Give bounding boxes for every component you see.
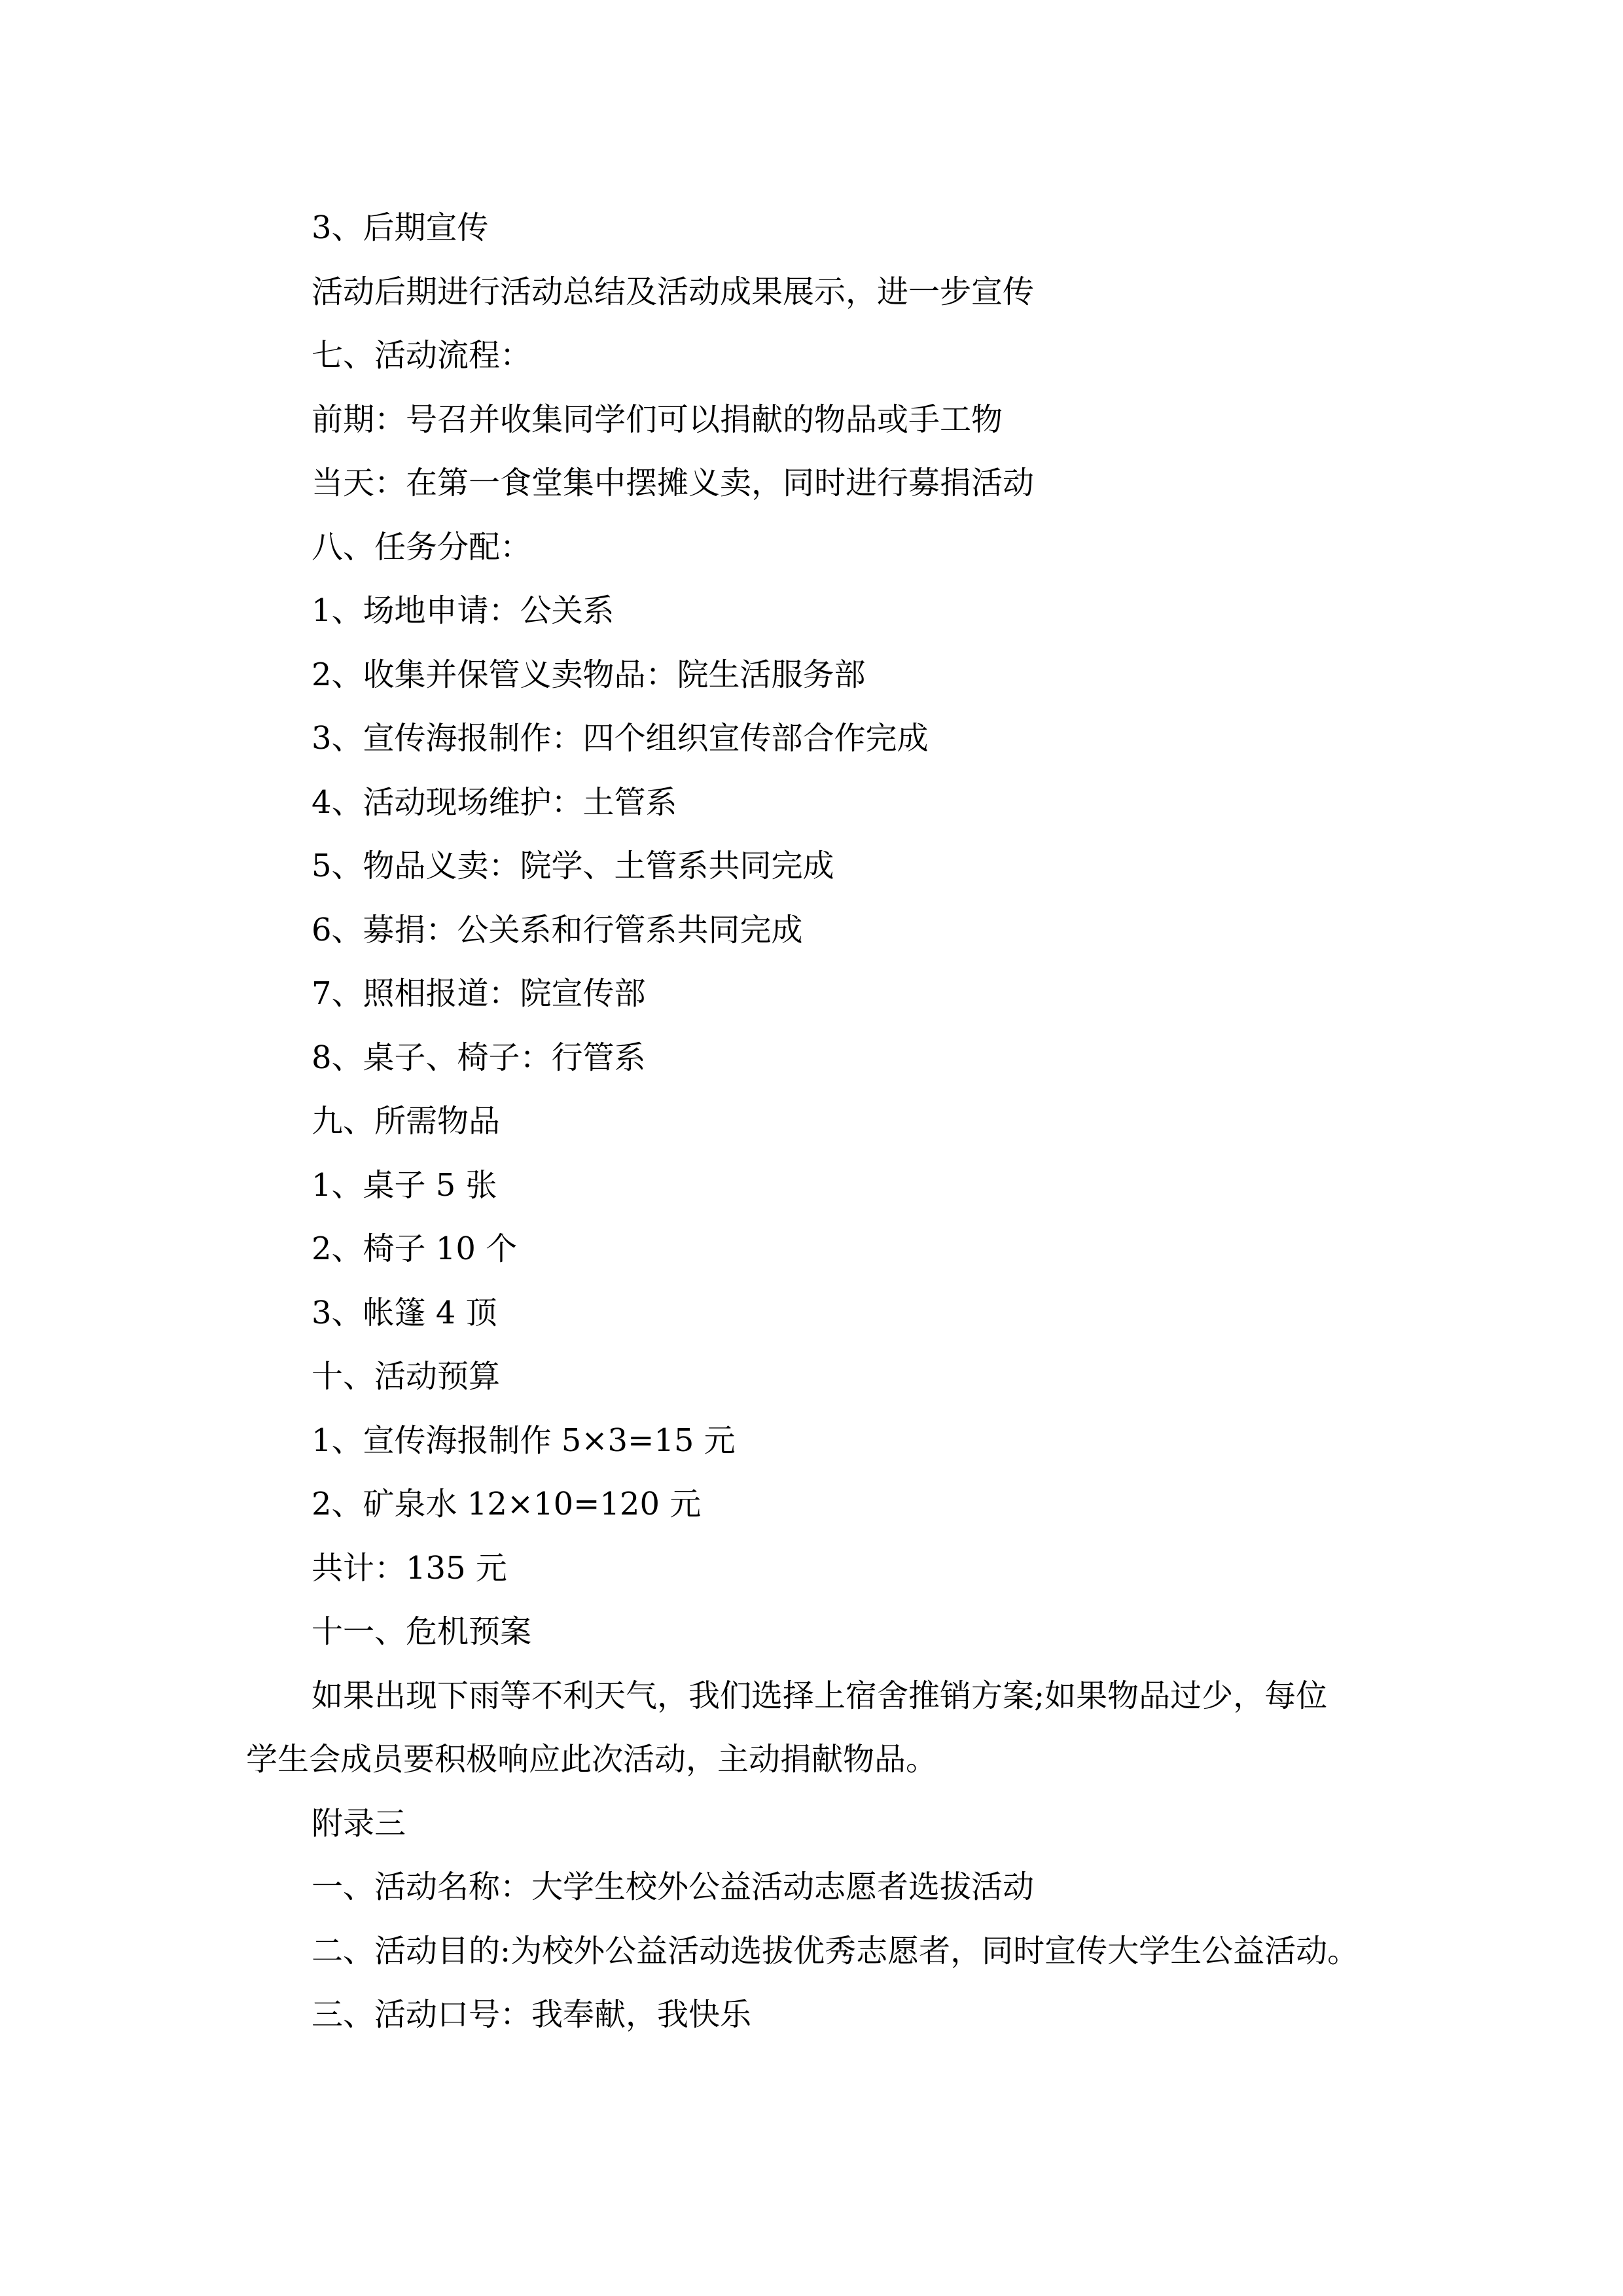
list-item: 3、宣传海报制作：四个组织宣传部合作完成 — [312, 720, 929, 757]
paragraph-pre-stage: 前期：号召并收集同学们可以捐献的物品或手工物 — [312, 401, 1003, 438]
appendix-heading: 附录三 — [312, 1804, 406, 1842]
paragraph-contingency-continued: 学生会成员要积极响应此次活动，主动捐献物品。 — [246, 1741, 938, 1778]
list-item: 3、帐篷 4 顶 — [312, 1294, 497, 1331]
paragraph-activity-purpose: 二、活动目的:为校外公益活动选拔优秀志愿者，同时宣传大学生公益活动。 — [312, 1932, 1359, 1969]
list-item: 1、宣传海报制作 5×3=15 元 — [312, 1422, 736, 1459]
list-item-later-publicity: 3、后期宣传 — [312, 209, 489, 246]
list-item: 1、桌子 5 张 — [312, 1166, 497, 1204]
paragraph-activity-slogan: 三、活动口号：我奉献，我快乐 — [312, 1996, 752, 2033]
list-item: 2、矿泉水 12×10=120 元 — [312, 1486, 702, 1522]
budget-total: 共计：135 元 — [312, 1549, 507, 1587]
section-heading-contingency: 十一、危机预案 — [312, 1613, 532, 1650]
section-heading-supplies: 九、所需物品 — [312, 1103, 501, 1139]
list-item: 8、桌子、椅子：行管系 — [312, 1039, 646, 1076]
list-item: 7、照相报道：院宣传部 — [312, 975, 646, 1012]
list-item: 2、收集并保管义卖物品：院生活服务部 — [312, 656, 866, 693]
list-item: 4、活动现场维护：土管系 — [312, 783, 677, 821]
paragraph-activity-name: 一、活动名称：大学生校外公益活动志愿者选拔活动 — [312, 1869, 1035, 1905]
list-item: 5、物品义卖：院学、土管系共同完成 — [312, 848, 834, 884]
paragraph-contingency: 如果出现下雨等不利天气，我们选择上宿舍推销方案;如果物品过少，每位 — [312, 1677, 1328, 1714]
document-body — [246, 196, 1385, 2047]
section-heading-flow: 七、活动流程： — [312, 337, 532, 374]
section-heading-budget: 十、活动预算 — [312, 1358, 501, 1395]
paragraph-event-day: 当天：在第一食堂集中摆摊义卖，同时进行募捐活动 — [312, 465, 1035, 501]
list-item: 2、椅子 10 个 — [312, 1230, 518, 1267]
paragraph-later-publicity: 活动后期进行活动总结及活动成果展示，进一步宣传 — [312, 273, 1035, 310]
list-item: 1、场地申请：公关系 — [312, 592, 615, 629]
section-heading-tasks: 八、任务分配： — [312, 528, 532, 565]
list-item: 6、募捐：公关系和行管系共同完成 — [312, 911, 803, 948]
